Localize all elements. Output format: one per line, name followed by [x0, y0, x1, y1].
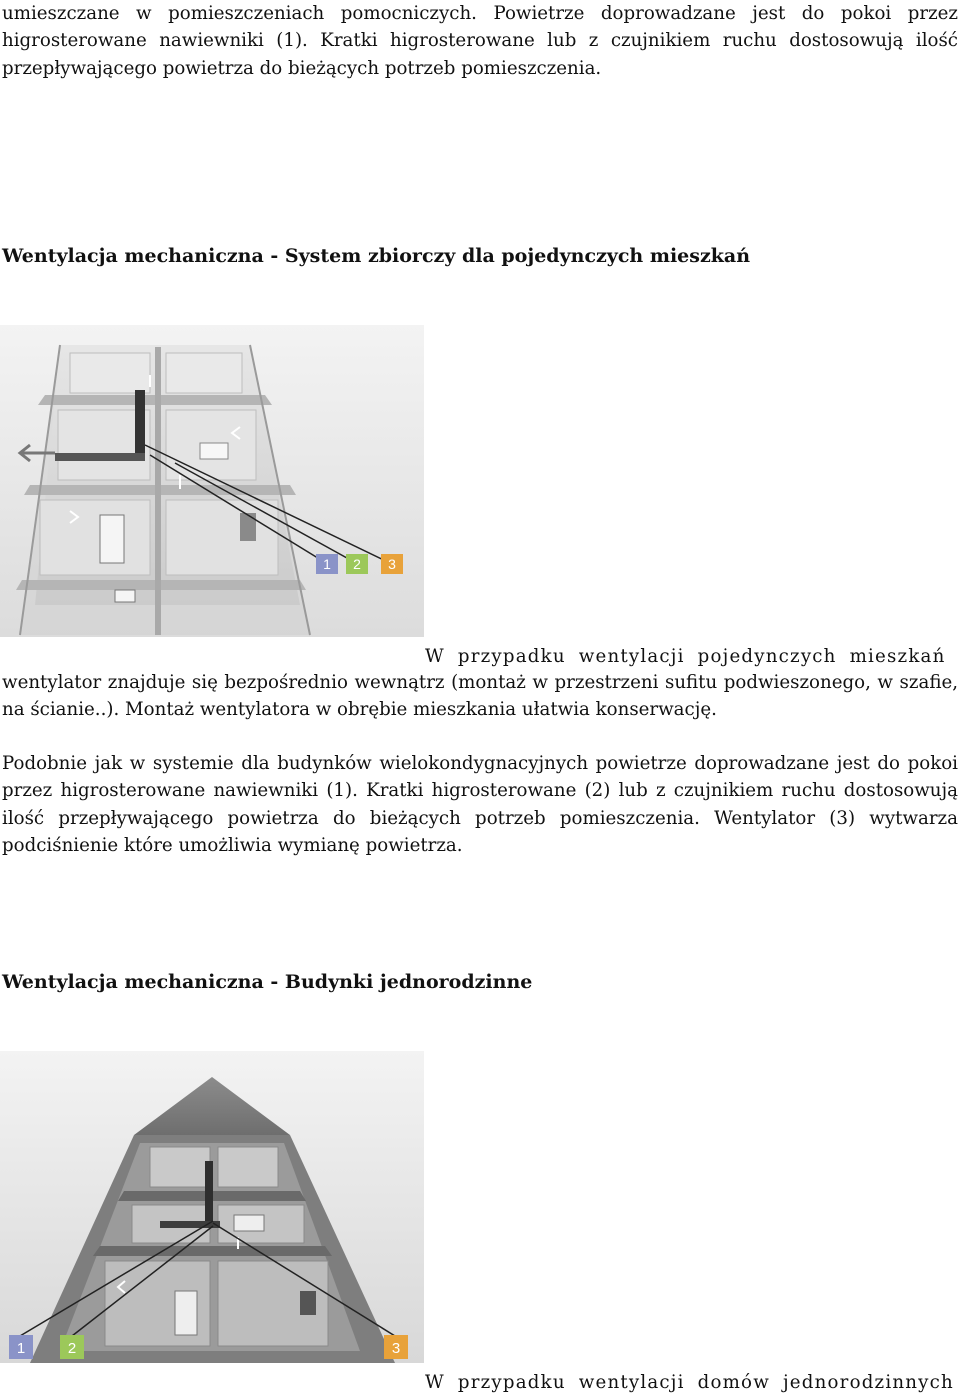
figure-apartment-ventilation	[0, 325, 424, 637]
intro-paragraph: umieszczane w pomieszczeniach pomocniczych. Powietrze doprowadzane jest do pokoi przez higrosterowane nawiewniki (1). Kratki higrosterowane lub z czujnikiem ruchu dostosowują ilość przepływającego powietrza do bieżących potrzeb pomieszczenia.	[2, 3, 958, 79]
section1-paragraph2: Podobnie jak w systemie dla budynków wielokondygnacyjnych powietrze doprowadzane jest do pokoi przez higrosterowane nawiewniki (1). Kratki higrosterowane (2) lub z czujnikiem ruchu dostosowują ilość przepływającego powietrza do bieżących potrzeb pomieszczenia. Wentylator (3) wytwarza podciśnienie które umożliwia wymianę powietrza.	[2, 753, 958, 856]
section2-caption-first-line: W przypadku wentylacji domów jednorodzinnych	[425, 1372, 954, 1393]
section2-heading: Wentylacja mechaniczna - Budynki jednorodzinne	[2, 971, 533, 993]
label-3-text: 3	[391, 1340, 401, 1357]
label-2-text: 2	[67, 1340, 77, 1357]
label-2-text: 2	[353, 556, 361, 572]
figure-house-ventilation	[0, 1051, 424, 1363]
section1-heading: Wentylacja mechaniczna - System zbiorczy dla pojedynczych mieszkań	[2, 245, 751, 267]
section1-caption-rest: wentylator znajduje się bezpośrednio wewnątrz (montaż w przestrzeni sufitu podwieszonego, w szafie, na ścianie..). Montaż wentylatora w obrębie mieszkania ułatwia konserwację.	[2, 672, 958, 721]
label-1-text: 1	[16, 1340, 26, 1357]
section1-caption-first-line: W przypadku wentylacji pojedynczych mieszkań	[425, 646, 946, 667]
label-3-text: 3	[388, 556, 396, 572]
label-1-text: 1	[323, 556, 331, 572]
